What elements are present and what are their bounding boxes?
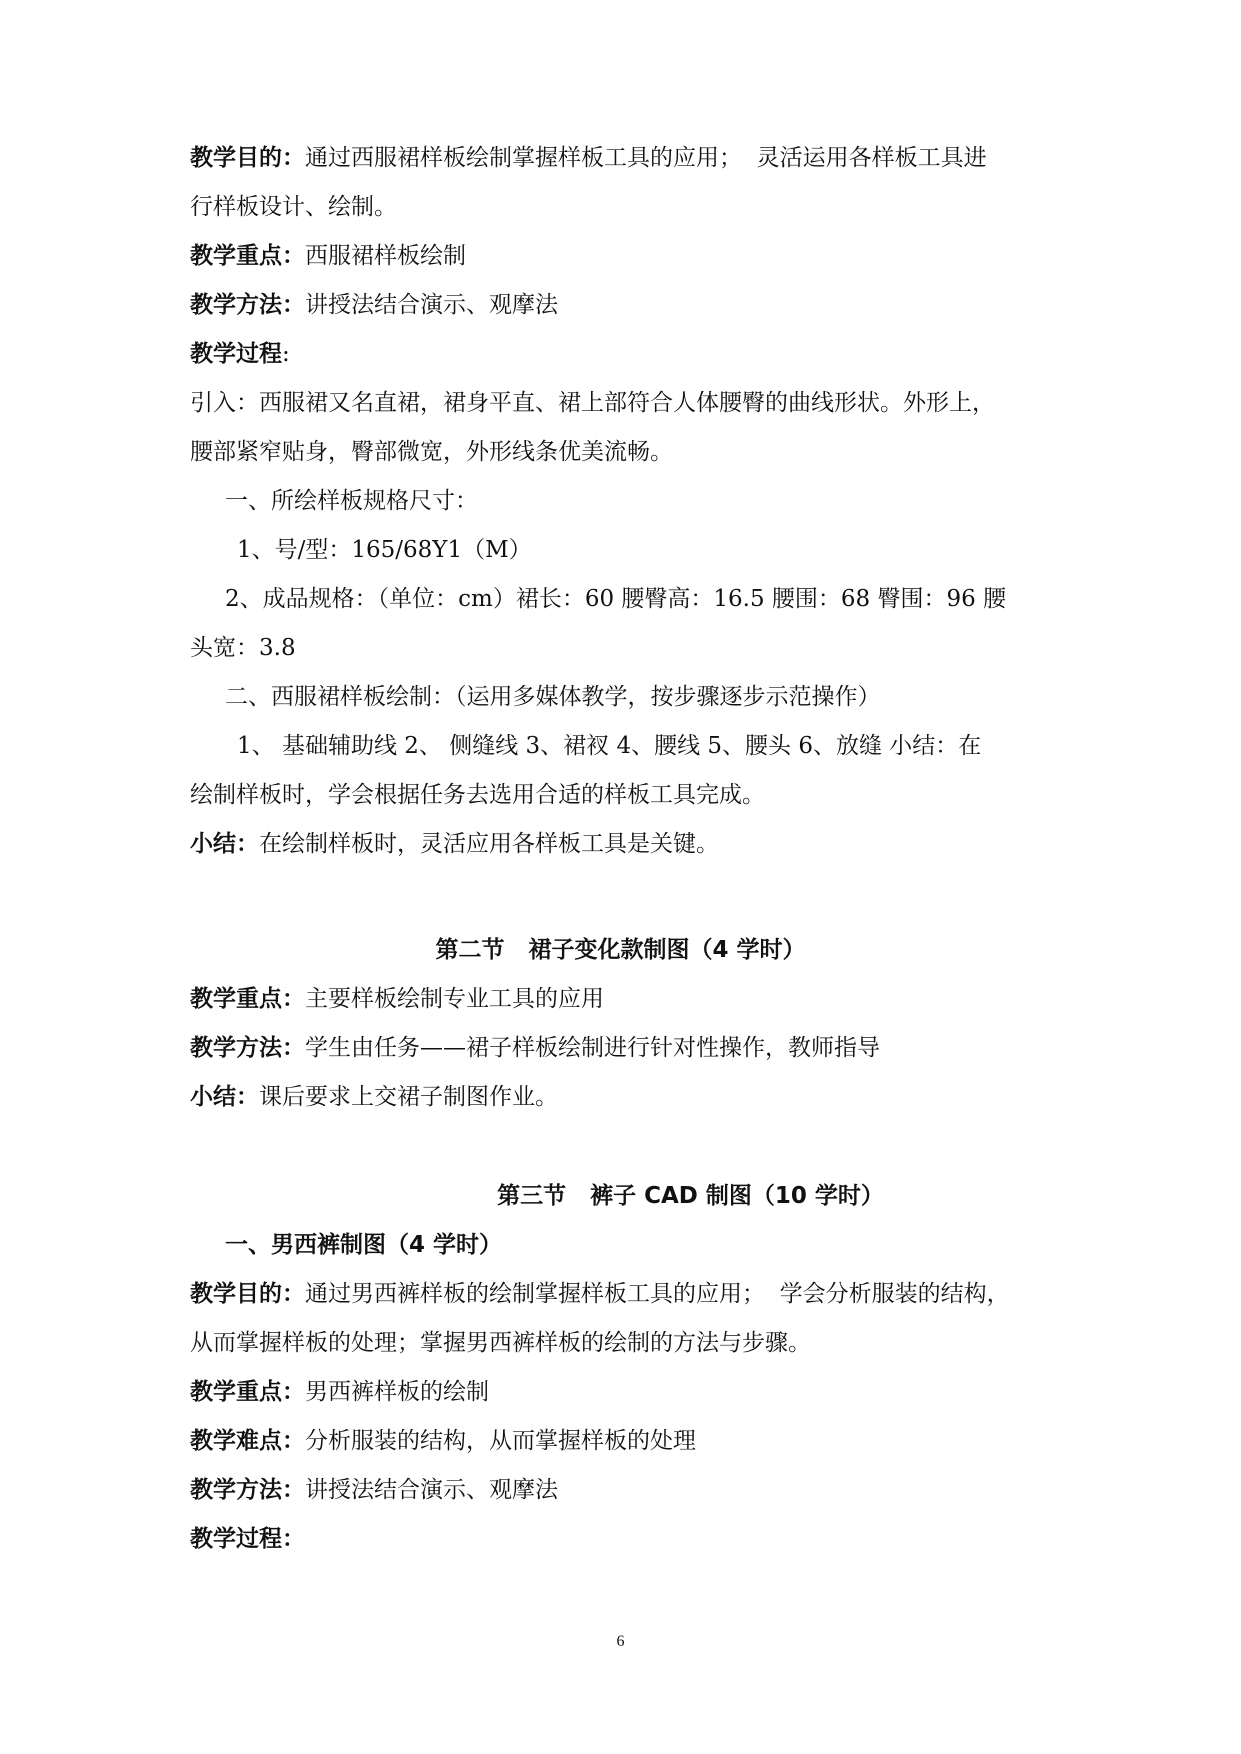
spec-size: 1、号/型：165/68Y1（M） bbox=[237, 537, 532, 563]
intro-line-2: 腰部紧窄贴身，臀部微宽，外形线条优美流畅。 bbox=[190, 439, 673, 465]
section-3-key-point bbox=[190, 1377, 1065, 1407]
intro-line-1: 引入：西服裙又名直裙，裙身平直、裙上部符合人体腰臀的曲线形状。外形上， bbox=[190, 390, 995, 416]
page-number: 6 bbox=[616, 1633, 625, 1650]
section-2-summary bbox=[190, 1082, 1065, 1112]
key-point-text: 主要样板绘制专业工具的应用 bbox=[305, 986, 604, 1012]
section-2-key-point bbox=[190, 984, 1065, 1014]
method-text: 学生由任务——裙子样板绘制进行针对性操作，教师指导 bbox=[305, 1035, 880, 1061]
method-text: 讲授法结合演示、观摩法 bbox=[305, 292, 558, 318]
section-3-goal-line-2: 从而掌握样板的处理；掌握男西裤样板的绘制的方法与步骤。 bbox=[190, 1330, 811, 1356]
section-3-goal-line-1 bbox=[190, 1279, 1065, 1309]
section-3-difficulty bbox=[190, 1426, 1065, 1456]
summary bbox=[190, 829, 1065, 859]
section-3-subheading: 一、男西裤制图（4 学时） bbox=[225, 1232, 503, 1258]
summary-label: 小结： bbox=[190, 831, 259, 857]
section-3-heading: 第三节 裤子 CAD 制图（10 学时） bbox=[497, 1183, 884, 1209]
process-label: 教学过程： bbox=[190, 1526, 305, 1552]
teaching-goal-line-2: 行样板设计、绘制。 bbox=[190, 194, 397, 220]
difficulty-label: 教学难点： bbox=[190, 1428, 305, 1454]
teaching-goal-label: 教学目的： bbox=[190, 145, 305, 171]
teaching-goal-line-1 bbox=[190, 143, 1065, 173]
teaching-goal-text: 通过西服裙样板绘制掌握样板工具的应用； 灵活运用各样板工具进 bbox=[305, 145, 987, 171]
section-3-process bbox=[190, 1524, 1065, 1554]
summary-text: 课后要求上交裙子制图作业。 bbox=[259, 1084, 558, 1110]
process-label: 教学过程 bbox=[190, 341, 282, 367]
key-point-label: 教学重点： bbox=[190, 986, 305, 1012]
process-colon: : bbox=[282, 341, 290, 367]
section-2-method bbox=[190, 1033, 1065, 1063]
difficulty-text: 分析服装的结构，从而掌握样板的处理 bbox=[305, 1428, 696, 1454]
teaching-goal-text: 通过男西裤样板的绘制掌握样板工具的应用； 学会分析服装的结构， bbox=[305, 1281, 1010, 1307]
teaching-process bbox=[190, 339, 1065, 369]
key-point-label: 教学重点： bbox=[190, 243, 305, 269]
summary-text: 在绘制样板时，灵活应用各样板工具是关键。 bbox=[259, 831, 719, 857]
section-3-method bbox=[190, 1475, 1065, 1505]
key-point-text: 男西裤样板的绘制 bbox=[305, 1379, 489, 1405]
section-2-heading: 第二节 裙子变化款制图（4 学时） bbox=[435, 937, 806, 963]
spec-title: 一、所绘样板规格尺寸： bbox=[225, 488, 478, 514]
key-point-text: 西服裙样板绘制 bbox=[305, 243, 466, 269]
draw-steps-line-1: 1、 基础辅助线 2、 侧缝线 3、裙衩 4、腰线 5、腰头 6、放缝 小结：在 bbox=[237, 733, 982, 759]
method-label: 教学方法： bbox=[190, 292, 305, 318]
key-point-label: 教学重点： bbox=[190, 1379, 305, 1405]
teaching-method bbox=[190, 290, 1065, 320]
method-text: 讲授法结合演示、观摩法 bbox=[305, 1477, 558, 1503]
teaching-goal-label: 教学目的： bbox=[190, 1281, 305, 1307]
draw-steps-line-2: 绘制样板时，学会根据任务去选用合适的样板工具完成。 bbox=[190, 782, 765, 808]
method-label: 教学方法： bbox=[190, 1477, 305, 1503]
spec-finished-line-1: 2、成品规格：（单位：cm）裙长：60 腰臀高：16.5 腰围：68 臀围：96 腰 bbox=[225, 586, 1007, 612]
draw-title: 二、西服裙样板绘制：（运用多媒体教学，按步骤逐步示范操作） bbox=[225, 684, 881, 710]
method-label: 教学方法： bbox=[190, 1035, 305, 1061]
teaching-key-point bbox=[190, 241, 1065, 271]
spec-finished-line-2: 头宽：3.8 bbox=[190, 635, 296, 661]
summary-label: 小结： bbox=[190, 1084, 259, 1110]
